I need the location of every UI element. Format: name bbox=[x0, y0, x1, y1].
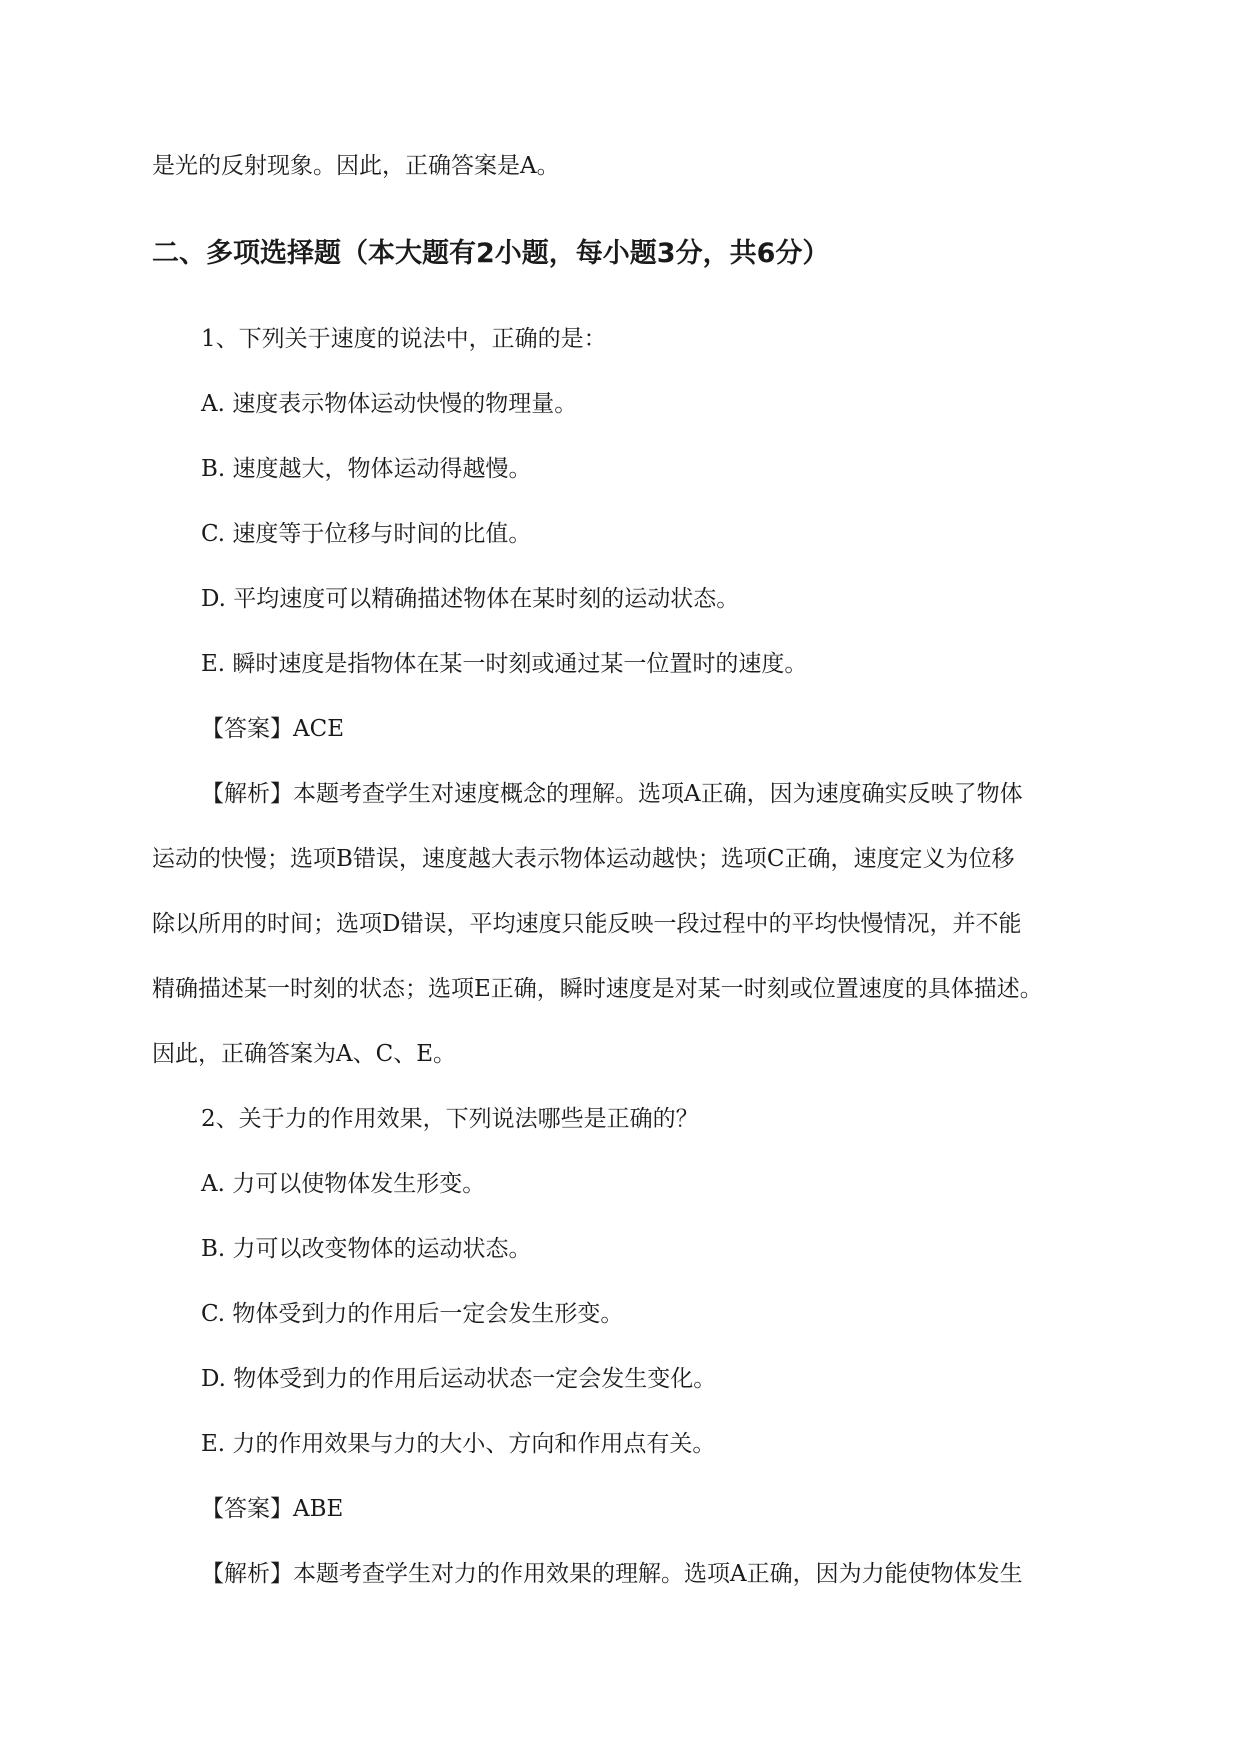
question-2-stem: 2、关于力的作用效果，下列说法哪些是正确的？ bbox=[201, 1106, 699, 1132]
question-1-answer: 【答案】ACE bbox=[201, 716, 344, 742]
question-1-option-e: E. 瞬时速度是指物体在某一时刻或通过某一位置时的速度。 bbox=[201, 651, 808, 677]
question-2-option-e: E. 力的作用效果与力的大小、方向和作用点有关。 bbox=[201, 1431, 716, 1457]
section-heading: 二、多项选择题（本大题有2小题，每小题3分，共6分） bbox=[152, 238, 830, 269]
question-1-explanation-line: 精确描述某一时刻的状态；选项E正确，瞬时速度是对某一时刻或位置速度的具体描述。 bbox=[152, 976, 1043, 1002]
question-2-option-d: D. 物体受到力的作用后运动状态一定会发生变化。 bbox=[201, 1366, 717, 1392]
question-1-option-d: D. 平均速度可以精确描述物体在某时刻的运动状态。 bbox=[201, 586, 740, 612]
question-2-explanation-line: 【解析】本题考查学生对力的作用效果的理解。选项A正确，因为力能使物体发生 bbox=[201, 1561, 1023, 1587]
question-1-option-a: A. 速度表示物体运动快慢的物理量。 bbox=[201, 391, 578, 417]
question-1-stem: 1、下列关于速度的说法中，正确的是： bbox=[201, 326, 607, 352]
question-1-option-c: C. 速度等于位移与时间的比值。 bbox=[201, 521, 532, 547]
question-2-answer: 【答案】ABE bbox=[201, 1496, 344, 1522]
intro-continuation: 是光的反射现象。因此，正确答案是A。 bbox=[152, 153, 560, 179]
question-1-explanation-line: 因此，正确答案为A、C、E。 bbox=[152, 1041, 456, 1067]
question-1-explanation-line: 除以所用的时间；选项D错误，平均速度只能反映一段过程中的平均快慢情况，并不能 bbox=[152, 911, 1022, 937]
question-1-explanation-line: 【解析】本题考查学生对速度概念的理解。选项A正确，因为速度确实反映了物体 bbox=[201, 781, 1023, 807]
question-1-explanation-line: 运动的快慢；选项B错误，速度越大表示物体运动越快；选项C正确，速度定义为位移 bbox=[152, 846, 1015, 872]
question-2-option-b: B. 力可以改变物体的运动状态。 bbox=[201, 1236, 532, 1262]
question-2-option-c: C. 物体受到力的作用后一定会发生形变。 bbox=[201, 1301, 624, 1327]
question-2-option-a: A. 力可以使物体发生形变。 bbox=[201, 1171, 486, 1197]
question-1-option-b: B. 速度越大，物体运动得越慢。 bbox=[201, 456, 532, 482]
